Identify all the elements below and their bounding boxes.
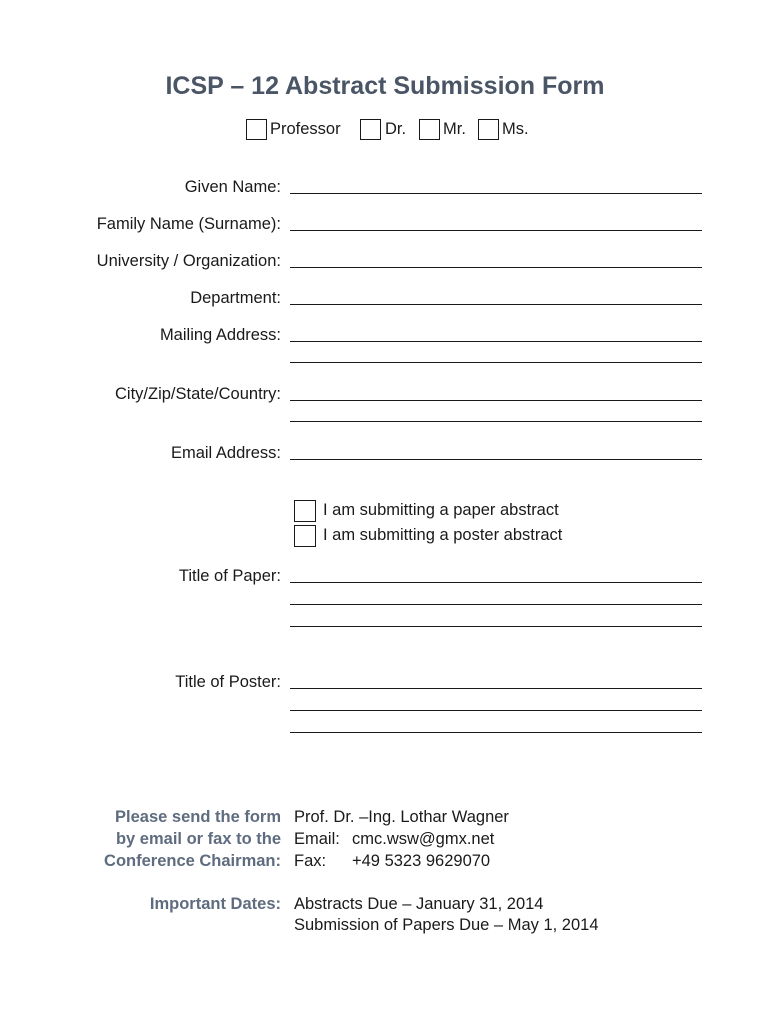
important-dates-label: Important Dates:	[149, 895, 281, 913]
send-instructions-line-1: Please send the form	[115, 808, 281, 826]
mailing-address-field-2[interactable]	[290, 362, 702, 363]
paper-title-field-3[interactable]	[290, 626, 702, 627]
dr-label: Dr.	[385, 120, 407, 138]
form-title: ICSP – 12 Abstract Submission Form	[165, 72, 605, 100]
professor-label: Professor	[270, 120, 341, 138]
mr-label: Mr.	[443, 120, 466, 138]
email-field[interactable]	[290, 459, 702, 460]
papers-due-date: Submission of Papers Due – May 1, 2014	[294, 916, 599, 934]
city-field-2[interactable]	[290, 421, 702, 422]
paper-title-field-2[interactable]	[290, 604, 702, 605]
paper-title-field-1[interactable]	[290, 582, 702, 583]
poster-title-field-2[interactable]	[290, 710, 702, 711]
department-label: Department:	[190, 289, 281, 307]
send-instructions-line-3: Conference Chairman:	[104, 852, 281, 870]
email-contact-label: Email:	[294, 830, 340, 848]
ms-label: Ms.	[502, 120, 529, 138]
department-field[interactable]	[290, 304, 702, 305]
ms-checkbox[interactable]	[478, 119, 499, 140]
mr-checkbox[interactable]	[419, 119, 440, 140]
given-name-field[interactable]	[290, 193, 702, 194]
professor-checkbox[interactable]	[246, 119, 267, 140]
send-instructions-line-2: by email or fax to the	[115, 830, 281, 848]
mailing-address-field-1[interactable]	[290, 341, 702, 342]
poster-title-field-3[interactable]	[290, 732, 702, 733]
poster-abstract-label: I am submitting a poster abstract	[323, 526, 563, 544]
city-label: City/Zip/State/Country:	[115, 385, 281, 403]
email-label: Email Address:	[170, 444, 281, 462]
email-contact-value: cmc.wsw@gmx.net	[352, 830, 495, 848]
poster-title-label: Title of Poster:	[175, 673, 281, 691]
fax-label: Fax:	[294, 852, 327, 870]
paper-abstract-checkbox[interactable]	[294, 500, 316, 522]
paper-title-label: Title of Paper:	[178, 567, 281, 585]
given-name-label: Given Name:	[184, 178, 281, 196]
poster-title-field-1[interactable]	[290, 688, 702, 689]
poster-abstract-checkbox[interactable]	[294, 525, 316, 547]
dr-checkbox[interactable]	[360, 119, 381, 140]
organization-field[interactable]	[290, 267, 702, 268]
city-field-1[interactable]	[290, 400, 702, 401]
family-name-label: Family Name (Surname):	[96, 215, 281, 233]
fax-value: +49 5323 9629070	[352, 852, 491, 870]
mailing-address-label: Mailing Address:	[159, 326, 281, 344]
paper-abstract-label: I am submitting a paper abstract	[323, 501, 559, 519]
family-name-field[interactable]	[290, 230, 702, 231]
organization-label: University / Organization:	[96, 252, 281, 270]
contact-name: Prof. Dr. –Ing. Lothar Wagner	[294, 808, 509, 826]
abstracts-due-date: Abstracts Due – January 31, 2014	[294, 895, 544, 913]
